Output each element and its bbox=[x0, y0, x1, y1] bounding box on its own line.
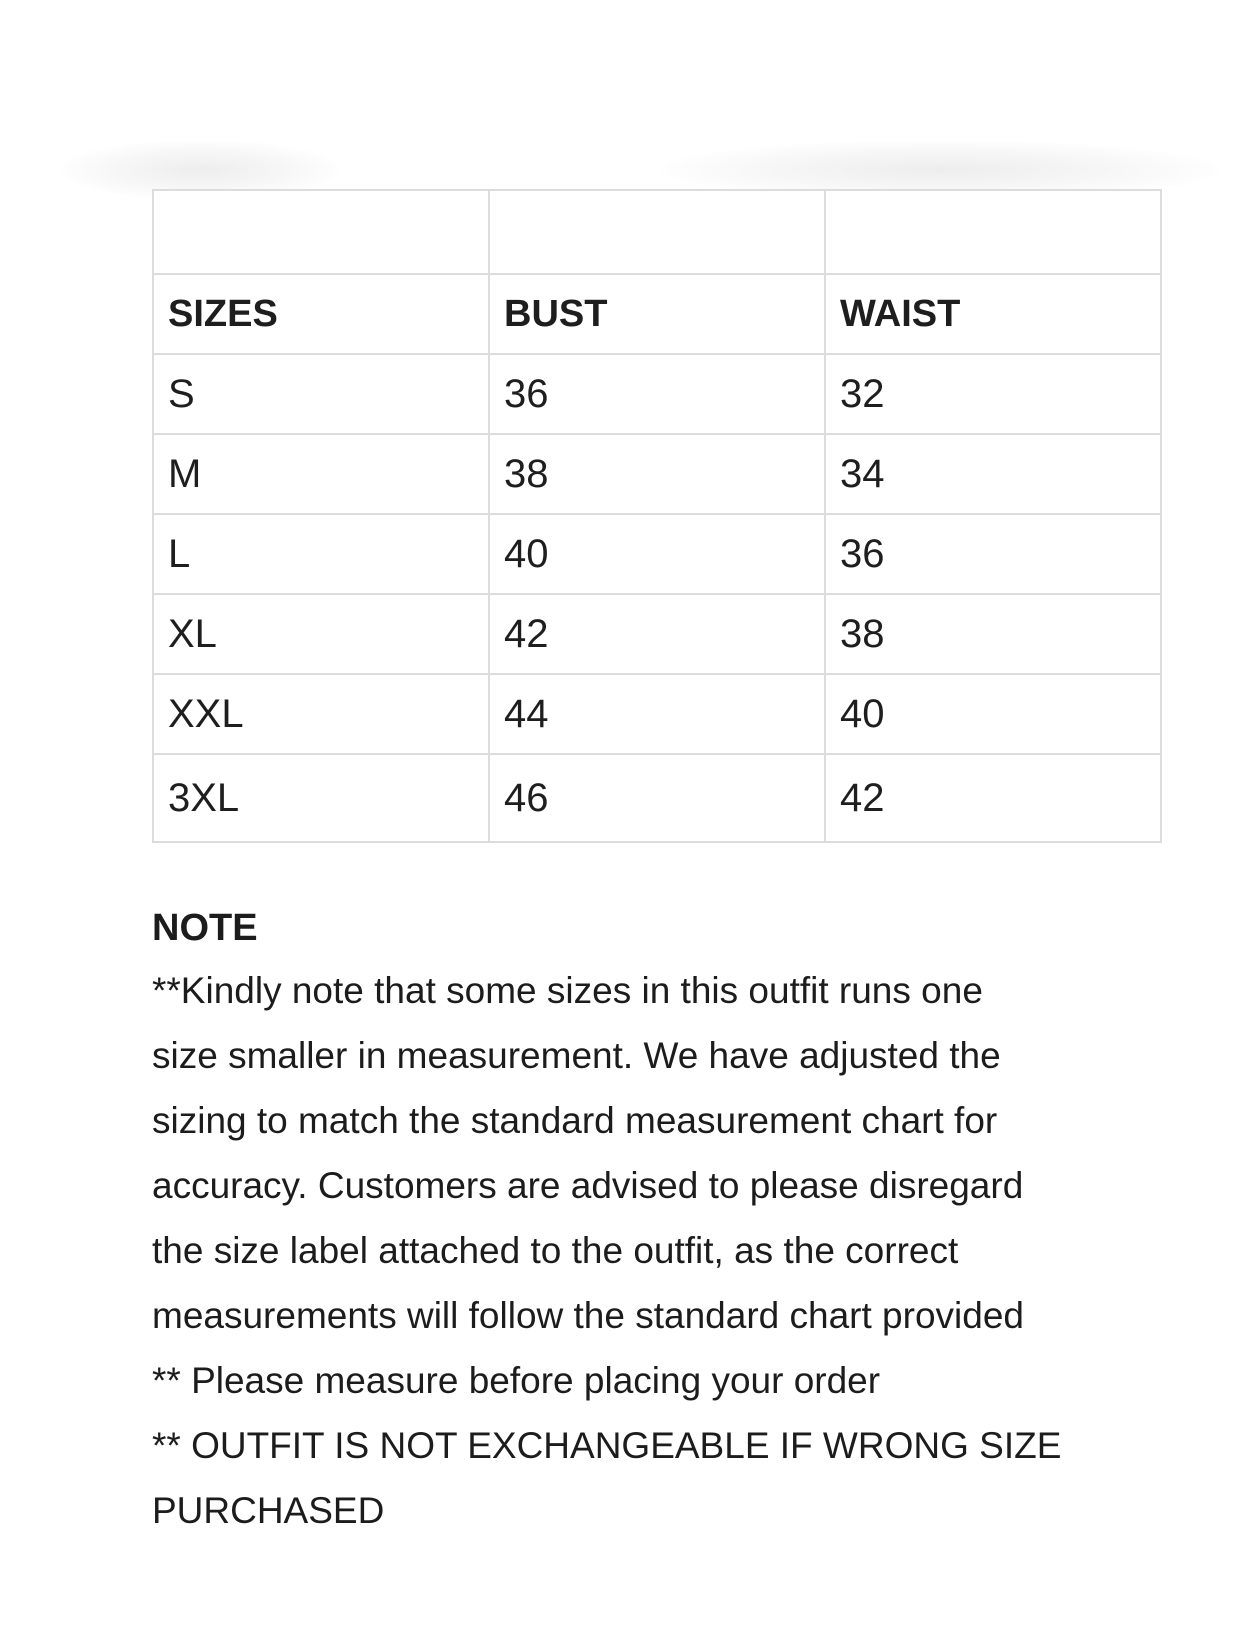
size-cell: XL bbox=[153, 594, 489, 674]
table-cell bbox=[153, 190, 489, 274]
waist-cell: 42 bbox=[825, 754, 1161, 842]
table-cell bbox=[825, 190, 1161, 274]
note-title: NOTE bbox=[152, 907, 258, 949]
note-line: **Kindly note that some sizes in this outfit runs one bbox=[152, 970, 983, 1011]
table-row bbox=[153, 354, 1161, 434]
size-cell: 3XL bbox=[153, 754, 489, 842]
bust-cell: 38 bbox=[489, 434, 825, 514]
waist-cell: 40 bbox=[825, 674, 1161, 754]
table-cell bbox=[489, 190, 825, 274]
note-line: ** OUTFIT IS NOT EXCHANGEABLE IF WRONG SIZE bbox=[152, 1425, 1062, 1466]
table-header-row bbox=[153, 274, 1161, 354]
table-row bbox=[153, 434, 1161, 514]
note-line: ** Please measure before placing your order bbox=[152, 1360, 881, 1401]
note-line: size smaller in measurement. We have adjusted the bbox=[152, 1035, 1001, 1076]
waist-cell: 34 bbox=[825, 434, 1161, 514]
size-cell: S bbox=[153, 354, 489, 434]
note-line: accuracy. Customers are advised to please disregard bbox=[152, 1165, 1024, 1206]
bust-cell: 46 bbox=[489, 754, 825, 842]
table-blank-row bbox=[153, 190, 1161, 274]
table-row bbox=[153, 674, 1161, 754]
table-row bbox=[153, 514, 1161, 594]
column-header-sizes: SIZES bbox=[153, 274, 489, 354]
note-line: sizing to match the standard measurement chart for bbox=[152, 1100, 998, 1141]
note-line: measurements will follow the standard chart provided bbox=[152, 1295, 1024, 1336]
waist-cell: 32 bbox=[825, 354, 1161, 434]
table-row bbox=[153, 754, 1161, 842]
waist-cell: 36 bbox=[825, 514, 1161, 594]
bust-cell: 44 bbox=[489, 674, 825, 754]
column-header-waist: WAIST bbox=[825, 274, 1161, 354]
note-line: PURCHASED bbox=[152, 1490, 385, 1531]
table-row bbox=[153, 594, 1161, 674]
waist-cell: 38 bbox=[825, 594, 1161, 674]
note-line: the size label attached to the outfit, as the correct bbox=[152, 1230, 959, 1271]
size-chart-table bbox=[152, 189, 1162, 843]
note-section bbox=[152, 898, 1162, 1543]
column-header-bust: BUST bbox=[489, 274, 825, 354]
bust-cell: 42 bbox=[489, 594, 825, 674]
size-cell: M bbox=[153, 434, 489, 514]
size-cell: XXL bbox=[153, 674, 489, 754]
bust-cell: 36 bbox=[489, 354, 825, 434]
bust-cell: 40 bbox=[489, 514, 825, 594]
size-cell: L bbox=[153, 514, 489, 594]
